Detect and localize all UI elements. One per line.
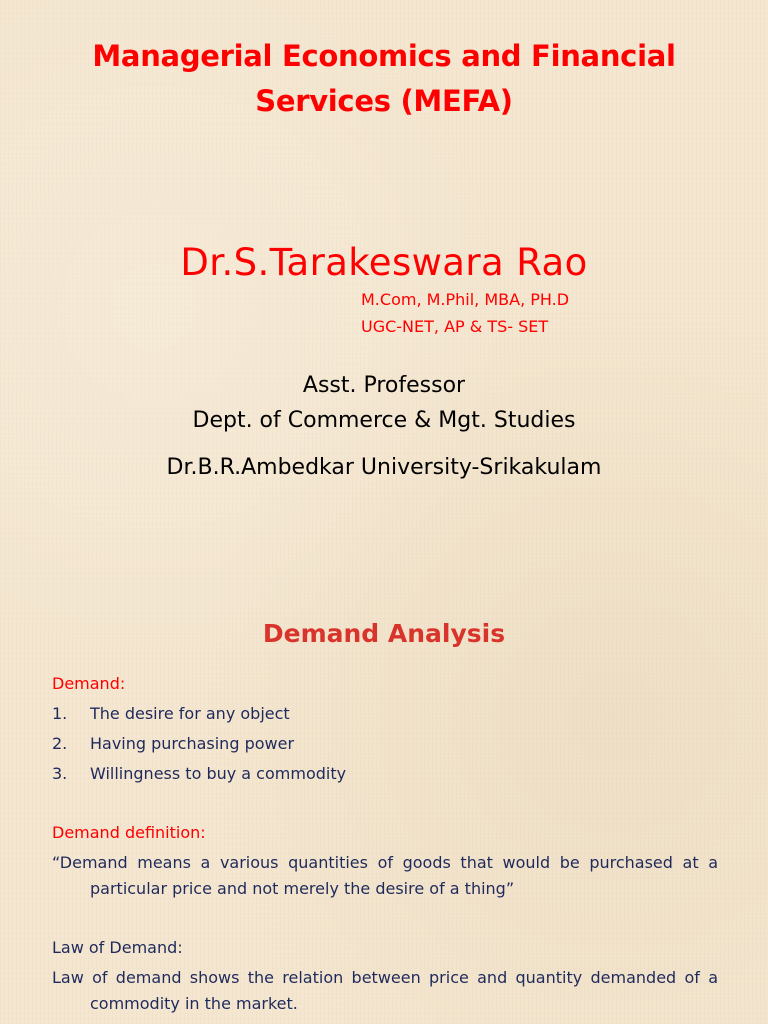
list-item-number: 2. (52, 734, 68, 753)
deck-title (40, 34, 728, 124)
demand-points-list (52, 702, 346, 792)
list-item-number: 1. (52, 704, 68, 723)
author-university: Dr.B.R.Ambedkar University-Srikakulam (166, 455, 602, 480)
list-item-text: The desire for any object (90, 704, 290, 723)
list-item (52, 762, 346, 792)
definition-label: Demand definition: (52, 823, 206, 842)
deck-title-line-2: Services (MEFA) (255, 84, 513, 118)
section-title: Demand Analysis (262, 619, 506, 648)
list-item-text: Willingness to buy a commodity (90, 764, 347, 783)
law-of-demand-text: Law of demand shows the relation between price and quantity demanded of a commodity in the market. (52, 968, 718, 1013)
author-qualifications-degrees: M.Com, M.Phil, MBA, PH.D (361, 290, 570, 309)
definition-text: “Demand means a various quantities of goods that would be purchased at a particular price and not merely the desire of a thing” (52, 853, 718, 898)
law-of-demand-label: Law of Demand: (52, 938, 183, 957)
author-qualifications-exams: UGC-NET, AP & TS- SET (361, 317, 549, 336)
list-item (52, 732, 346, 762)
demand-analysis-slide (0, 560, 768, 1024)
deck-title-line-1: Managerial Economics and Financial (92, 39, 676, 73)
demand-label: Demand: (52, 674, 126, 693)
author-designation: Asst. Professor (302, 373, 466, 398)
author-name: Dr.S.Tarakeswara Rao (180, 241, 588, 284)
author-department: Dept. of Commerce & Mgt. Studies (192, 408, 576, 433)
list-item (52, 702, 346, 732)
list-item-number: 3. (52, 764, 68, 783)
list-item-text: Having purchasing power (90, 734, 295, 753)
